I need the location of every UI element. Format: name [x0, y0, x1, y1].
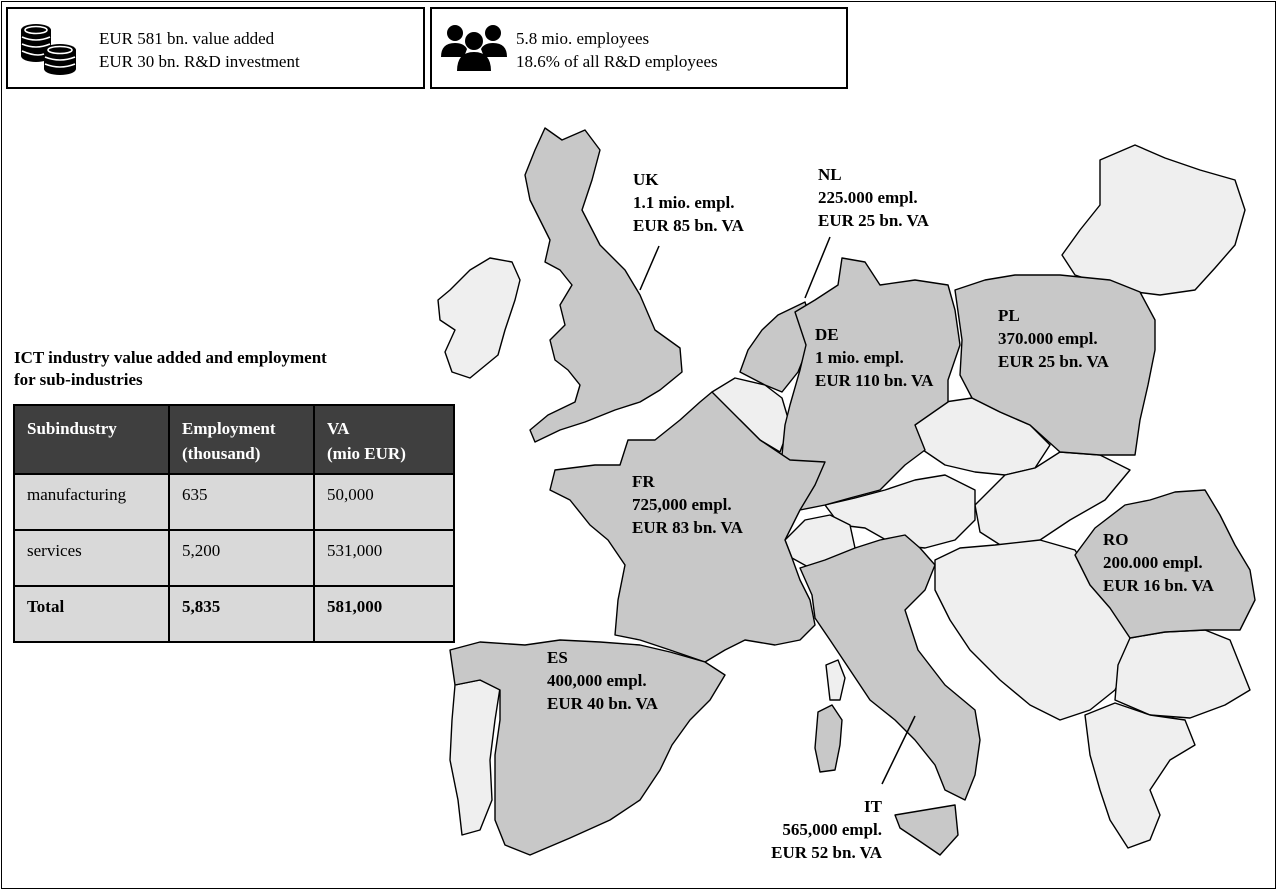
label-de: DE 1 mio. empl. EUR 110 bn. VA	[815, 325, 934, 390]
cell-total-va: 581,000	[314, 586, 454, 642]
table-row	[14, 530, 454, 586]
cell-total-employment: 5,835	[169, 586, 314, 642]
bulgaria	[1115, 630, 1250, 718]
label-uk: UK 1.1 mio. empl. EUR 85 bn. VA	[633, 170, 744, 235]
cell-subindustry: manufacturing	[14, 474, 169, 530]
rd-employees-share-text: 18.6% of all R&D employees	[516, 52, 718, 71]
rd-investment-text: EUR 30 bn. R&D investment	[99, 52, 300, 71]
cell-total-label: Total	[14, 586, 169, 642]
cell-employment: 5,200	[169, 530, 314, 586]
table-header-row	[14, 405, 454, 474]
uk-leader-line	[640, 246, 659, 290]
cell-va: 531,000	[314, 530, 454, 586]
label-pl: PL 370.000 empl. EUR 25 bn. VA	[998, 306, 1109, 371]
header-subindustry: Subindustry	[14, 405, 169, 474]
corsica	[826, 660, 845, 700]
cell-va: 50,000	[314, 474, 454, 530]
nl-leader-line	[805, 237, 830, 298]
table-total-row	[14, 586, 454, 642]
subindustry-table	[13, 404, 455, 643]
country-shape-it-sicily	[895, 805, 958, 855]
label-ro: RO 200.000 empl. EUR 16 bn. VA	[1103, 530, 1214, 595]
label-nl: NL 225.000 empl. EUR 25 bn. VA	[818, 165, 929, 230]
portugal	[450, 680, 500, 835]
ireland	[438, 258, 520, 378]
header-va: VA (mio EUR)	[314, 405, 454, 474]
greece	[1085, 703, 1195, 848]
table-title: ICT industry value added and employment for sub-industries	[14, 348, 327, 389]
baltic-states	[1062, 145, 1245, 295]
header-employment: Employment (thousand)	[169, 405, 314, 474]
label-fr: FR 725,000 empl. EUR 83 bn. VA	[632, 472, 743, 537]
country-shape-it-sardinia	[815, 705, 842, 772]
employees-text: 5.8 mio. employees	[516, 29, 650, 48]
label-es: ES 400,000 empl. EUR 40 bn. VA	[547, 648, 658, 713]
cell-employment: 635	[169, 474, 314, 530]
table-row	[14, 474, 454, 530]
label-it: IT 565,000 empl. EUR 52 bn. VA	[771, 797, 882, 862]
value-added-text: EUR 581 bn. value added	[99, 29, 275, 48]
cell-subindustry: services	[14, 530, 169, 586]
it-leader-line	[882, 716, 915, 784]
